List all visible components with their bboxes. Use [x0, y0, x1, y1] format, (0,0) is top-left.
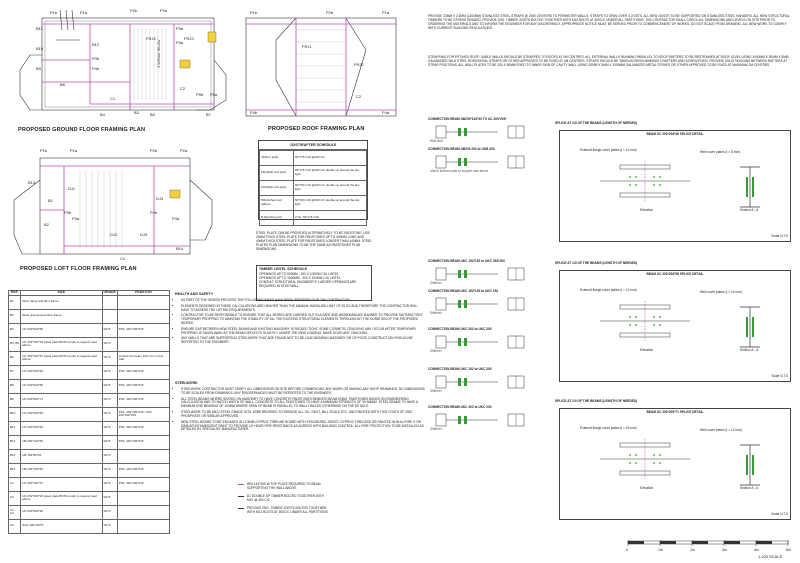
beam-cell: PS1: 440*100*215: [117, 477, 169, 491]
plan-label: P1b: [50, 10, 58, 15]
joist-schedule-title: JOIST/RAFTER SCHEDULE: [259, 141, 367, 150]
joist-cell: 50*175 C16 @400 C/c: [293, 151, 366, 166]
plan-label: B5: [150, 112, 155, 117]
legend-item: [238, 507, 330, 515]
beam-cell: PS1: 440*100*215: [117, 379, 169, 393]
splice-scale-label: Scale N.T.S: [771, 374, 788, 379]
scale-segment: [628, 541, 644, 544]
plan-label: P1a: [70, 148, 78, 153]
connection-detail: [428, 260, 553, 286]
scale-bar: [618, 537, 798, 561]
legend-text: DJ DOUBLE UP TIMBER BOLTED TOGETHER WITH M12 @ 450 C/C: [247, 493, 324, 502]
roof-plan-title: PROPOSED ROOF FRAMING PLAN: [268, 126, 365, 132]
plan-label: B13: [28, 180, 36, 185]
plan-label: C1: [120, 256, 126, 261]
scale-label: 1m: [658, 548, 663, 552]
joist-row: [260, 166, 367, 181]
beam-cell: [117, 449, 169, 463]
beam-header: SIZE: [21, 291, 102, 296]
plan-label: B4: [100, 112, 105, 117]
splice-elevation-label: Elevation: [640, 348, 654, 352]
plan-label: P5b: [196, 92, 204, 97]
plan-label: P4b: [150, 210, 158, 215]
ground-floor-plan-title: PROPOSED GROUND FLOOR FRAMING PLAN: [18, 127, 146, 133]
scale-segment: [724, 541, 740, 544]
beam-cell: [102, 295, 117, 309]
connection-drawing: [428, 294, 548, 314]
plan-label: B10: [36, 46, 44, 51]
scale-label: 0: [626, 548, 628, 552]
roof-framing-plan: [236, 0, 416, 135]
joist-row: [260, 151, 367, 166]
beam-cell: [117, 491, 169, 505]
beam-cell: UC 203*203*46: [21, 421, 102, 435]
plan-label: P4a: [382, 110, 390, 115]
beam-cell: B9: [9, 393, 21, 407]
scale-caption: 1:100 SCALE: [758, 554, 783, 559]
legend-swatch-icon: [238, 508, 244, 512]
connection-detail: [428, 148, 553, 174]
plan-label: B8: [60, 82, 65, 87]
plan-label: C1: [110, 96, 116, 101]
splice-box: [559, 408, 791, 520]
beam-cell: B3: [9, 323, 21, 337]
beam-cell: B2: [9, 309, 21, 323]
connection-drawing: [428, 410, 548, 430]
scale-label: 5m: [786, 548, 791, 552]
beam-cell: embed into beam 100 min on this wall: [117, 351, 169, 365]
splice-web-note: Web cover plates (t = 10 mm): [700, 290, 742, 294]
plan-label: DJ1: [68, 186, 76, 191]
lintel-schedule-title: TIMBER LINTEL SCHEDULE: [259, 267, 308, 271]
legend-swatch-icon: [238, 484, 244, 488]
scale-segment: [692, 541, 708, 544]
plan-label: FRJ2: [354, 62, 364, 67]
beam-row: [9, 365, 170, 379]
beam-header: REF.: [9, 291, 21, 296]
beam-cell: C1: [9, 477, 21, 491]
beam-row: [9, 421, 170, 435]
splice-flange-note: External flange cover plates (t = 10 mm): [580, 148, 637, 152]
splice-detail-title: BEAM UC 203*203*58 SPLICE DETAIL: [646, 272, 704, 276]
joist-cell: 2 No. 50*175 C16: [293, 211, 366, 226]
connection-title: CONNECTION BEAM UKC 203 to UKC 203: [428, 327, 492, 331]
beam-row: [9, 435, 170, 449]
joist-cell: FRJ2(flat roof joist): [260, 181, 294, 196]
plan-label: P2b: [150, 148, 158, 153]
note-item: • ELEMENTS DESIGNED IN THESE CALCULATIONS ARE HEAVIER THAN THE MANUAL HANDLING LIMIT OF 25 KG AND THEREFORE THE CONTRACTOR WILL HAVE TO ASSESS THE LIFTING REQUIREMENTS.: [181, 305, 425, 313]
splice-web-note: Web cover plates (t = 8 mm): [700, 150, 741, 154]
connection-details: [428, 118, 553, 538]
plan-label: P2b: [326, 10, 334, 15]
health-safety: [175, 293, 425, 347]
splice-box: [559, 130, 791, 242]
joist-cell: J1(floor joist): [260, 151, 294, 166]
beam-cell: S275: [102, 421, 117, 435]
splice-section-label: Section A - A: [740, 348, 759, 352]
plan-label: FRJ1: [302, 44, 312, 49]
beam-cell: [117, 519, 169, 533]
scale-label: 3m: [722, 548, 727, 552]
splice-title: SPLICE AT 1/3 OF THE BEAMS (LENGTH OF NEEDED): [555, 261, 638, 265]
beam-cell: PS1: 440*100*215: [117, 421, 169, 435]
plan-label: P5a: [210, 92, 218, 97]
splice-section-label: Section A - A: [740, 486, 759, 490]
plan-label: B12: [92, 42, 100, 47]
plan-label: B9: [36, 66, 41, 71]
beam-cell: B6: [9, 351, 21, 365]
splice-web-note: Web cover plates (t = 12 mm): [700, 428, 742, 432]
connection-note: Stiffener: [430, 427, 442, 431]
plan-label: P2b: [130, 8, 138, 13]
joist-cell: PR(pitched roof rafters): [260, 196, 294, 211]
joist-row: [260, 211, 367, 226]
steel-plate-note: STEEL PLATE CAN BE PROVIDED ALTERNATIVELY TO RC PADSTONE. USE 20MM THICK STEEL PLATE FOR PADSTONES UP TO 440MM LONG AND 40MM THICK STEEL PLATE FOR PADSTONES LONGER THAN 440MM. STEEL PLATES PLAN DIMENSIONS TO BE THE SAME AS PADSTONES PLAN DIMENSIONS.: [256, 231, 372, 251]
beam-row: [9, 505, 170, 519]
plan-label: FRJ3: [184, 36, 194, 41]
beam-cell: [117, 295, 169, 309]
beam-cell: PS1: 440*100*215: [117, 463, 169, 477]
beam-cell: B10: [9, 407, 21, 421]
connection-detail: [428, 368, 553, 394]
scale-label: 4m: [754, 548, 759, 552]
health-safety-title: HEALTH AND SAFETY: [175, 292, 214, 296]
beam-row: [9, 379, 170, 393]
beam-cell: B12: [9, 435, 21, 449]
beam-schedule: [8, 290, 170, 534]
splice-detail-title: BEAM UC 203*203*46 SPLICE DETAIL: [646, 132, 704, 136]
beam-cell: S275: [102, 449, 117, 463]
beam-row: [9, 337, 170, 351]
plan-label: P4a: [172, 216, 180, 221]
connection-title: CONNECTION BEAM UKC 152*152 to UKC 152: [428, 289, 499, 293]
plan-label: P3a: [72, 216, 80, 221]
plan-label: P4b: [92, 66, 100, 71]
beam-cell: [117, 337, 169, 351]
beam-cell: B4, B5: [9, 337, 21, 351]
plan-label: DJ3: [140, 232, 148, 237]
beam-header: PADSTON: [117, 291, 169, 296]
beam-header: GRADE: [103, 290, 116, 294]
beam-cell: B13: [9, 449, 21, 463]
note-item: • ANY WALLS THAT ARE SUPPORTING STEELWORK THAT ARE FOUND NOT TO BE LOAD BEARING MASONRY OR OF POOR CONSTRUCTION SHOULD BE REPORTED TO THE ENGINEER.: [181, 337, 425, 345]
beam-cell: S275: [102, 407, 117, 421]
beam-cell: PS3: 440*100*215: [117, 365, 169, 379]
plan-label: P1b: [250, 10, 258, 15]
loft-floor-plan-title: PROPOSED LOFT FLOOR FRAMING PLAN: [20, 266, 137, 272]
beam-cell: B14: [9, 463, 21, 477]
beam-cell: S275: [102, 365, 117, 379]
splice-details: [555, 122, 795, 542]
splice-flange-note: External flange cover plates (t = 15 mm): [580, 426, 637, 430]
connection-title: CONNECTION BEAM UB203 203 to UKB 203: [428, 147, 495, 151]
beam-cell: UC 203*203*71: [21, 393, 102, 407]
beam-row: [9, 309, 170, 323]
beam-cell: PS1: 440*100*215: [117, 323, 169, 337]
beam-cell: UC 203*203*46: [21, 365, 102, 379]
beam-cell: Wind rating and floor frame: [21, 295, 102, 309]
splice-flange-note: External flange cover plates (t = 12 mm): [580, 288, 637, 292]
splice-elevation-label: Elevation: [640, 486, 654, 490]
plan-label: C2: [356, 94, 362, 99]
beam-cell: UB 203*133*30: [21, 463, 102, 477]
note-item: • AS PART OF THE DESIGN PROCESS THE FOLLOWING RISKS HAVE BEEN IDENTIFIED FOR THE CONTRACTOR.: [181, 299, 425, 303]
beam-row: [9, 407, 170, 421]
beam-cell: S275: [102, 337, 117, 351]
beam-cell: S275: [102, 351, 117, 365]
beam-cell: UC 203*203*46: [21, 323, 102, 337]
beam-row: [9, 295, 170, 309]
beam-cell: [117, 309, 169, 323]
beam-row: [9, 477, 170, 491]
scale-segment: [756, 541, 772, 544]
beam-cell: B11: [9, 421, 21, 435]
splice-detail-title: BEAM UC 203*203*71 SPLICE DETAIL: [646, 410, 704, 414]
strapping-notes: STRAPPING FOR PITCHED ROOF: GABLE WALLS SHOULD BE STRAPPED TO ROOFS AT 2M CENTRES. ALL EXTERNAL WALLS RUNNING PARALLEL TO ROOF RAFTERS TO BE RESTRAINED AT ROOF LEVEL USING 1000MM X 30MM X 5MM GALVANIZED MILD STEEL HORIZONTAL STRAPS OR OTHER APPROVED TO BE FIXED AT 2M CENTRES. STRAPS SHOULD BE TAKEN ACROSS MINIMUM 3 RAFTERS AND SCREW FIXED. PROVIDE SOLID NOGGINS BETWEEN RAFTERS AT STRAP POSITIONS. ALL WALL PLATES TO BE 100 X 50MM FIXED TO INNER SKIN OF CAVITY WALL USING 30MM X 5MM X 1000MM GALVANIZED METAL STRAPS OR OTHER APPROVED TO BE FIXED AT MAXIMUM 2M CENTRES.: [428, 55, 789, 67]
beam-cell: S275: [102, 435, 117, 449]
loft-floor-plan: [0, 140, 232, 270]
beam-cell: SHS 100*100*6: [21, 519, 102, 533]
beam-cell: S275: [102, 463, 117, 477]
beam-cell: S275: [102, 505, 117, 519]
connection-note: Stiffener: [430, 281, 442, 285]
steelwork-notes: [175, 382, 425, 434]
connection-drawing: [428, 372, 548, 392]
plan-label: P1a: [382, 10, 390, 15]
splice-detail: [555, 262, 795, 392]
connection-note: Stiffener: [430, 311, 442, 315]
plan-label: P1a: [80, 10, 88, 15]
connection-detail: [428, 290, 553, 316]
connection-title: CONNECTION BEAM UKC 152 to UKC 203: [428, 367, 492, 371]
joist-row: [260, 181, 367, 196]
beam-cell: C3: [9, 519, 21, 533]
beam-cell: UC 203*203*46: [21, 505, 102, 519]
connection-note: Stiffener: [430, 389, 442, 393]
legend-swatch-icon: [238, 496, 244, 500]
beam-cell: [117, 505, 169, 519]
beam-cell: S275: [102, 393, 117, 407]
joist-cell: 50*175 C16 @400 C/c double up around the sky light: [293, 166, 366, 181]
lintel-line: OPENINGS UP TO 1500MM - 200 X 100MM C16 LINTEL: [259, 275, 341, 280]
connection-detail: [428, 328, 553, 354]
connection-title: CONNECTION BEAM UKC 152*152 to UKC 254*254: [428, 259, 505, 263]
plan-label: B7: [206, 112, 211, 117]
plan-label: B14: [176, 246, 184, 251]
scale-segment: [660, 541, 676, 544]
note-item: • ALL STEEL BEAMS WHERE SEATED ON MASONRY TO HAVE CONCRETE PADSTONES BENEATH BEAM ENDS. PADSTONES BASED ON ENGINEERING CALCULATION AND TO MATCH WIDTH OF WALL. CONCRETE TO ALL PADSTONES TO HAVE A MINIMUM STRENGTH OF 30 N/MM2. STEEL BEAMS TO HAVE A MINIMUM END BEARING OF 100MM WHERE SPAN OF BEAM IS PARALLEL TO WALL UNLESS OTHERWISE ON THE DETAILS.: [181, 398, 425, 410]
beam-cell: PS1: 440*100*215 / PS2: 440*100*215: [117, 407, 169, 421]
beam-cell: UC 152*152*23 (steel plate BOTH ends) to support load above: [21, 491, 102, 505]
plan-label: P4b: [250, 110, 258, 115]
note-item: • STEELWORK TO BE MILD STEEL GRADE S275, WIRE BRUSHED TO REMOVE ALL OIL, RUST, MILL SCALE ETC. AND PAINTED WITH TWO COATS OF ZINC PHOSPHATE OR SIMILAR APPROVED.: [181, 411, 425, 419]
legend-text: PROVIDE 2NO. TIMBER JOISTS BOLTED TOGETHER WITH M12 BOLTS AT 600C/C UNDER ALL PARTITIONS: [247, 505, 328, 514]
beam-cell: PS2: 440*100*215: [117, 393, 169, 407]
beam-cell: S275: [102, 323, 117, 337]
beam-cell: UC 152*152*37: [21, 477, 102, 491]
legend-text: BP# 144*300 W TOP PLATE REQUIRED TO BEAM SUPPORTING THE WALL ABOVE: [247, 482, 321, 490]
beam-row: [9, 393, 170, 407]
plan-label: P1b: [40, 148, 48, 153]
plan-label: FRJ4: [146, 36, 156, 41]
beam-cell: B1: [9, 295, 21, 309]
connection-note: Wall stub: [430, 139, 443, 143]
connection-title: CONNECTION BEAM UKC 203 to UKC 203: [428, 405, 492, 409]
splice-elevation-label: Elevation: [640, 208, 654, 212]
note-item: • CONTRACTOR TO BE RESPONSIBLE TO ENSURE THAT ALL WORKS ARE CARRIED OUT IN A SAFE AND WORKMANLIKE MANNER TO PROVIDE SATISFACTORY TEMPORARY PROPPING TO MAINTAIN THE STABILITY OF ALL THE EXISTING STRUCTURAL ELEMENTS THROUGHOUT THE DURATION OF THE PROPOSED WORKS.: [181, 314, 425, 326]
splice-title: SPLICE AT 1/3 OF THE BEAMS (LENGTH OF NEEDED): [555, 399, 638, 403]
plan-label: P2a: [160, 8, 168, 13]
connection-detail: [428, 406, 553, 432]
beam-cell: UB 203*133*25: [21, 435, 102, 449]
plan-label: B11: [36, 26, 43, 31]
splice-detail: [555, 400, 795, 530]
connection-drawing: [428, 264, 548, 284]
plan-label: P2a: [180, 148, 188, 153]
beam-row: [9, 351, 170, 365]
splice-scale-label: Scale N.T.S: [771, 234, 788, 239]
splice-box: [559, 270, 791, 382]
stairway-label: STAIRWAY BELOW: [157, 39, 161, 68]
lintel-line: CONSULT STRUCTURAL ENGINEER IF LARGER OPENINGS ARE REQUIRED IN STUD WALL: [259, 279, 357, 288]
beam-row: [9, 463, 170, 477]
beam-cell: S275: [102, 491, 117, 505]
joist-cell: FRJ1(flat roof joist): [260, 166, 294, 181]
beam-cell: UC 152*152*37 (steel plate BOTH ends) to support load above: [21, 351, 102, 365]
connection-drawing: [428, 122, 548, 142]
connection-detail: [428, 118, 553, 144]
beam-cell: S275: [102, 477, 117, 491]
connection-title: CONNECTION BEAM UB203*133*30 TO UC 203*203*: [428, 117, 507, 121]
beam-cell: [102, 309, 117, 323]
joist-row: [260, 196, 367, 211]
plan-label: P3a: [176, 26, 184, 31]
beam-row: [9, 323, 170, 337]
beam-cell: S275: [102, 519, 117, 533]
beam-cell: UC 152*152*23 (steel plate BOTH ends) to support load above: [21, 337, 102, 351]
splice-scale-label: Scale N.T.S: [771, 512, 788, 517]
beam-cell: S275: [102, 379, 117, 393]
beam-row: [9, 519, 170, 533]
connection-drawing: [428, 332, 548, 352]
beam-row: [9, 491, 170, 505]
legend-item: [238, 483, 330, 491]
plan-label: P4a: [176, 40, 184, 45]
ground-floor-plan: [0, 0, 232, 130]
joist-cell: 50*150 C16 @400 C/c double up around the sky light: [293, 181, 366, 196]
beam-cell: UC 203*203*46: [21, 379, 102, 393]
plan-label: B3: [134, 110, 139, 115]
plan-label: DJ4: [156, 196, 164, 201]
steelwork-title: STEELWORK: [175, 381, 198, 385]
legend: [238, 483, 330, 518]
beam-cell: UB 152*89*16: [21, 449, 102, 463]
connection-note: 40mm bottom plate to support wall above: [430, 169, 489, 173]
beam-cell: PS1: 440*100*215: [117, 435, 169, 449]
plan-label: P3b: [64, 210, 72, 215]
general-notes: PROVIDE 32MM X 2.5MM (1200MM) STAINLESS STEEL STRAPS @ 2000 CENTERS TO PERIMETER WALLS. STRAPS TO SPAN OVER 3 JOISTS. ALL NEW JOISTS TO BE SUPPORTED ON STAINLESS STEEL HANGERS. ALL NEW STRUCTURAL TIMBERS TO BE STRESS GRADED. PROVIDE 2NO. TIMBER JOISTS BOLTED TOGETHER WITH M12 BOLTS AT 600C/C UNDER ALL PARTITIONS. THE CONTRACTOR SHALL CHECK ALL DIMENSIONS AND LEVELS ON SITE PRIOR TO ORDERING THE MATERIALS AND TO INFORM THE ENGINEER FOR ANY DISCREPANCY. APPROPRIATE NOTICE MUST BE SERVED PRIOR TO COMMENCEMENT OF WORKS. DO NOT SCALE FROM DRAWING. ALL NEW WORK TO COMPLY WITH CURRENT BUILDING REGULATIONS.: [428, 14, 790, 30]
plan-label: B1: [48, 198, 53, 203]
connection-note: Stiffener: [430, 349, 442, 353]
beam-row: [9, 449, 170, 463]
beam-cell: C2: [9, 491, 21, 505]
plan-label: P3b: [92, 56, 100, 61]
beam-cell: UC 203*203*46: [21, 407, 102, 421]
beam-cell: C1, C2: [9, 505, 21, 519]
joist-schedule: [258, 140, 368, 220]
splice-detail: [555, 122, 795, 252]
joist-cell: DJ(double joist): [260, 211, 294, 226]
beam-cell: Work ground level floor frame: [21, 309, 102, 323]
splice-title: SPLICE AT 1/3 OF THE BEAMS (LENGTH OF NEEDED): [555, 121, 638, 125]
plan-label: DJ2: [110, 232, 118, 237]
plan-label: C2: [180, 86, 186, 91]
note-item: • ENSURE GAP BETWEEN NEW STEEL BEAMS AND EXISTING MASONRY IS PACKED TIGHT. SOME COSMETIC CRACKING MAY OCCUR AFTER TEMPORARY PROPPING IS TAKEN AWAY AS THE BEAM DEFLECTS SLIGHTLY UNDER THE NEW LOADING. MAKE GOOD ANY CRACKING.: [181, 328, 425, 336]
splice-section-label: Section A - A: [740, 208, 759, 212]
joist-cell: 50*150 C16 @400 C/c double up around the sky light: [293, 196, 366, 211]
legend-item: [238, 495, 330, 503]
beam-cell: B7: [9, 365, 21, 379]
scale-label: 2m: [690, 548, 695, 552]
note-item: • STEELWORK CONTRACTOR MUST VERIFY ALL DIMENSIONS ON SITE BEFORE COMMENCING ANY WORK OR MAKING ANY SHOP DRAWINGS. NO DIMENSIONS TO BE SCALED FROM DRAWINGS. ANY DISCREPANCIES MUST BE REPORTED TO THE ENGINEER.: [181, 388, 425, 396]
note-item: • NEW STEEL BEAMS TO BE ENCASED IN 12.5MM GYPROC FIRELINE BOARD WITH STAGGERED JOINTS. GYPROC FIRECASE OR PAINTED IN NULLIFIRE S OR SIMILAR INTUMESCENT PAINT TO PROVIDE 1/2 HOUR FIRE RESISTANCE AS AGREED WITH BUILDING CONTROL. ALL FIRE PROTECTION TO BE INSTALLED AS DETAILED BY SPECIALIST MANUFACTURER.: [181, 421, 425, 433]
joist-schedule-table: [259, 150, 367, 226]
beam-cell: B8: [9, 379, 21, 393]
lintel-line: OPENINGS UP TO 900MM - 150 X 100MM C16 LINTEL: [259, 272, 339, 276]
plan-label: B2: [44, 222, 49, 227]
